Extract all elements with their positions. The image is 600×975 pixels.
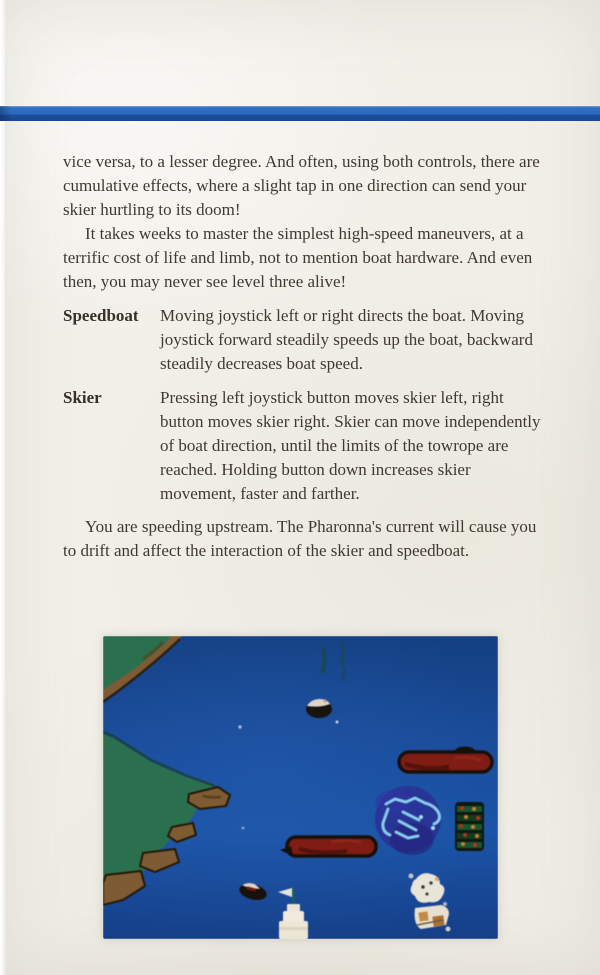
paragraph-controls-intro: vice versa, to a lesser degree. And often, using both controls, there are cumulative effects, where a slight tap in one direction can send your skier hurtling to its doom! — [63, 152, 540, 219]
definition-desc-speedboat: Moving joystick left or right directs the boat. Moving joystick forward steadily speeds up the boat, backward steadily decreases boat speed. — [160, 306, 533, 373]
cargo-dock — [455, 802, 484, 851]
game-screenshot — [103, 636, 498, 939]
controls-definition-list — [63, 304, 542, 506]
red-barge-right — [399, 747, 492, 773]
paragraph-upstream: You are speeding upstream. The Pharonna's current will cause you to drift and affect the interaction of the skier and speedboat. — [63, 517, 537, 560]
header-rule — [0, 106, 600, 121]
body-text — [63, 150, 542, 563]
paragraph-mastery: It takes weeks to master the simplest high-speed maneuvers, at a terrific cost of life and limb, not to mention boat hardware. And even then, you may never see level three alive! — [63, 224, 533, 291]
red-barge-center — [280, 837, 376, 856]
definition-term-speedboat: Speedboat — [63, 306, 139, 325]
definition-term-skier: Skier — [63, 388, 102, 407]
definition-desc-skier: Pressing left joystick button moves skier left, right button moves skier right. Skier can move independently of boat direction, until the limits of the towrope are reached. Holding button down increases skier movement, faster and farther. — [160, 388, 541, 503]
page-left-edge — [0, 0, 7, 975]
